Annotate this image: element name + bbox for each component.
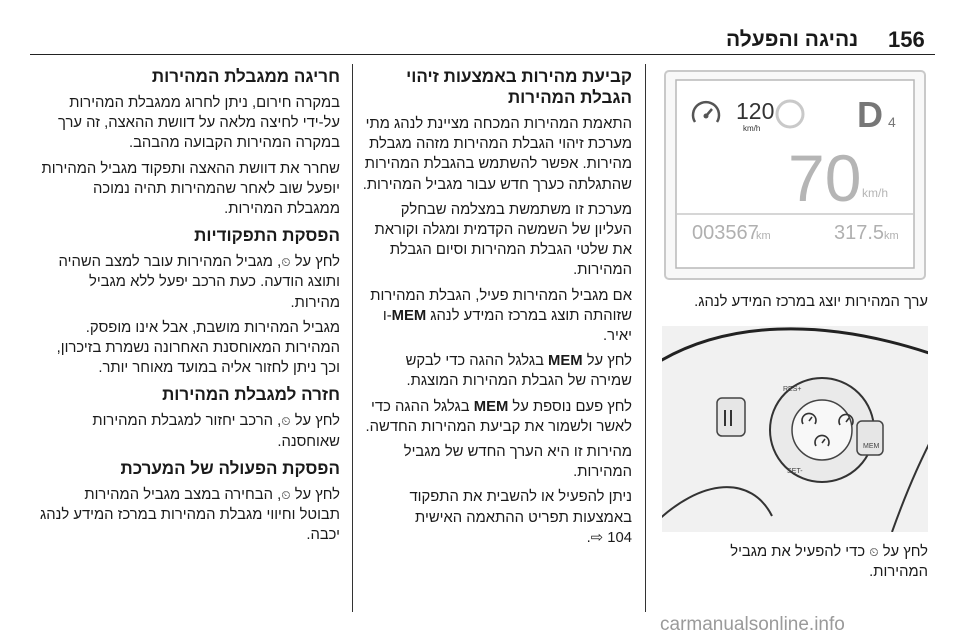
current-speed: 70	[788, 141, 862, 215]
paragraph: אם מגביל המהירות פעיל, הגבלת המהירות שזוהתה תוצג במרכז המידע לנהג MEM-ו יאיר.	[370, 287, 632, 345]
column-divider-right	[645, 64, 646, 612]
speed-limit-unit: km/h	[743, 124, 761, 133]
paragraph: לחץ על ⏲, הרכב יחזור למגבלת המהירות שאוחסנה.	[92, 413, 340, 450]
trip-meter: 317.5	[834, 222, 885, 244]
heading-exceed-limit: חריגה ממגבלת המהירות	[151, 67, 340, 86]
heading-speed-sign-recognition: קביעת מהירות באמצעות זיהוי הגבלת המהירות	[406, 67, 632, 107]
speed-limit-value: 120	[736, 98, 775, 124]
page-header	[0, 0, 960, 52]
odometer: 003567	[692, 222, 759, 244]
page-reference[interactable]: 104	[603, 529, 632, 546]
wheel-controls-drawing	[662, 326, 928, 532]
mem-label: MEM	[863, 443, 880, 450]
chapter-title: נהיגה והפעלה	[726, 28, 859, 51]
paragraph: לחץ על MEM בגלגל ההגה כדי לבקש שמירה של הגבלת המהירות המוצגת.	[405, 353, 632, 390]
cluster-caption: ערך המהירות יוצג במרכז המידע לנהג.	[694, 294, 928, 310]
watermark: carmanualsonline.info	[660, 614, 845, 635]
heading-resume-limit: חזרה למגבלת המהירות	[162, 385, 340, 405]
res-label: RES+	[783, 386, 802, 393]
paragraph: במקרה חירום, ניתן לחרוג ממגבלת המהירות על-ידי לחיצה מלאה על דוושת ההאצה, זה ערך במקרה המהירות הקבועה מהבהב.	[58, 95, 340, 152]
pause-icon: ⏲	[281, 255, 291, 270]
page-number: 156	[888, 27, 925, 52]
trip-unit: km	[884, 230, 899, 242]
set-label: SET-	[787, 468, 803, 475]
left-column	[40, 66, 340, 550]
odometer-unit: km	[756, 230, 771, 242]
limiter-icon: ⏲	[869, 545, 879, 559]
paragraph: התאמת המהירות המכחה מציינת לנהג מתי מערכת זיהוי הגבלת המהירות מזהה מגבלת מהירות. אפשר להשתמש בהגבלת המהירות שהתגלתה כערך חדש עבור מגביל המהירות.	[362, 116, 632, 193]
steering-wheel-image	[662, 326, 928, 532]
wheel-caption: לחץ על ⏲ כדי להפעיל את מגביל המהירות.	[730, 544, 928, 580]
column-divider-left	[352, 64, 353, 612]
paragraph: לחץ על ⏲, הבחירה במצב מגביל המהירות תבוטל וחיווי מגבלת המהירות במרכז המידע לנהג יכבה.	[40, 486, 340, 544]
paragraph: מהירות זו היא הערך החדש של מגביל המהירות.	[403, 444, 632, 481]
paragraph: מערכת זו משתמשת במצלמה שבחלק העליון של השמשה הקדמית ומגלה וקוראת את שלטי הגבלת המהירות וסיום הגבלת המהירות.	[374, 201, 632, 279]
instrument-cluster-image	[662, 68, 928, 282]
gear-number: 4	[888, 114, 896, 130]
heading-pause-function: הפסקת התפקודיות	[194, 226, 340, 246]
resume-icon: ⏲	[281, 414, 291, 429]
paragraph: לחץ פעם נוספת על MEM בגלגל ההגה כדי לאשר ולשמור את קביעת המהירות החדשה.	[365, 398, 632, 435]
reference-arrow-icon: ⇨.	[586, 529, 604, 546]
paragraph: שחרר את דוושת ההאצה ותפקוד מגביל המהירות יופעל שוב לאחר שהמהירות תהיה נמוכה ממגבלת המהירות.	[41, 160, 340, 218]
paragraph: מגביל המהירות מושבת, אבל אינו מופסק. המהירות המאוחסנת האחרונה נשמרת בזיכרון, וכך ניתן לחזור אליה במועד מאוחר יותר.	[56, 319, 340, 377]
paragraph: לחץ על ⏲, מגביל המהירות עובר למצב השהיה ותוצג הודעה. כעת הרכב יפעל ללא מגביל מהירות.	[58, 254, 340, 311]
heading-system-off: הפסקת הפעולה של המערכת	[120, 458, 340, 478]
off-icon: ⏲	[281, 487, 291, 502]
current-speed-unit: km/h	[862, 186, 889, 200]
middle-column	[362, 66, 632, 553]
paragraph: ניתן להפעיל או להשבית את התפקוד באמצעות תפריט ההתאמה האישית 104 ⇨.	[409, 489, 632, 546]
gear-indicator: D	[857, 94, 883, 135]
header-rule	[30, 54, 935, 55]
